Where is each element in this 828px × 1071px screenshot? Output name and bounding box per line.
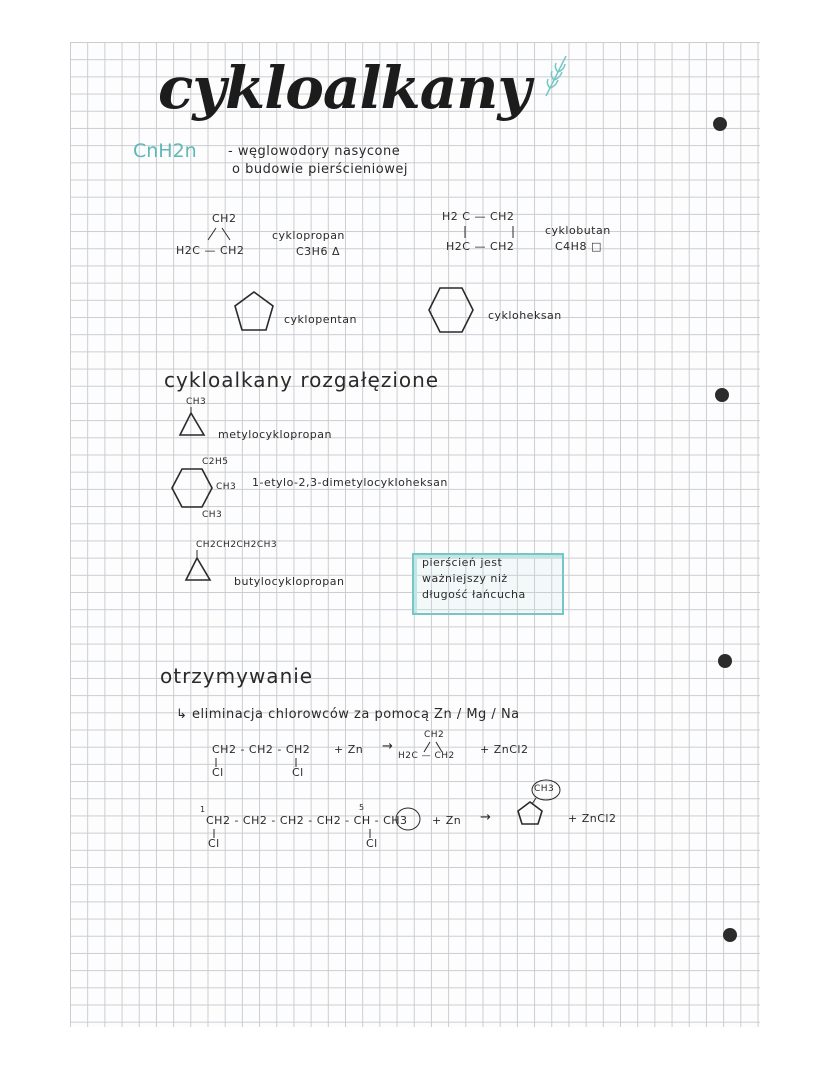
binder-hole bbox=[715, 388, 729, 402]
r2-locant-1: 1 bbox=[200, 805, 206, 814]
substituent-label: CH3 bbox=[202, 510, 223, 520]
cyclobutane-bottom: H2C — CH2 bbox=[446, 240, 515, 253]
substituent-label: CH3 bbox=[216, 482, 237, 492]
triangle-ring-icon bbox=[178, 407, 208, 439]
definition-line-2: o budowie pierścieniowej bbox=[232, 162, 408, 177]
substituent-label: CH3 bbox=[186, 397, 207, 407]
r2-product-sub: CH3 bbox=[534, 784, 555, 794]
r1-reagent: + Zn bbox=[334, 743, 364, 756]
cyclopropane-molecular: C3H6 Δ bbox=[296, 245, 340, 258]
r1-byproduct: + ZnCl2 bbox=[480, 743, 529, 756]
grid-paper bbox=[70, 42, 760, 1027]
r2-locant-5: 5 bbox=[359, 803, 365, 812]
r2-cl-left: Cl bbox=[208, 837, 220, 850]
branched-heading: cykloalkany rozgałęzione bbox=[164, 368, 440, 392]
leaf-doodle-icon bbox=[540, 52, 572, 100]
r1-product-top: CH2 bbox=[424, 730, 445, 740]
cyclopropane-bonds bbox=[202, 226, 242, 246]
cyclobutane-name: cyklobutan bbox=[545, 224, 611, 237]
r1-substrate: CH2 - CH2 - CH2 bbox=[212, 743, 311, 756]
cyclopentane-name: cyklopentan bbox=[284, 313, 357, 326]
r2-reagent: + Zn bbox=[432, 814, 462, 827]
r1-arrow: → bbox=[382, 739, 394, 754]
note-line-2: ważniejszy niż bbox=[422, 572, 508, 585]
r2-methyl-circle bbox=[394, 806, 424, 832]
binder-hole bbox=[718, 654, 732, 668]
cyclobutane-bonds bbox=[455, 224, 525, 240]
preparation-heading: otrzymywanie bbox=[160, 664, 314, 688]
r2-arrow: → bbox=[480, 810, 492, 825]
note-line-1: pierścień jest bbox=[422, 556, 503, 569]
cyclopropane-bottom: H2C — CH2 bbox=[176, 244, 245, 257]
cyclopropane-name: cyklopropan bbox=[272, 229, 345, 242]
ethyldimethylcyclohexane-name: 1-etylo-2,3-dimetylocykloheksan bbox=[252, 476, 448, 489]
triangle-ring-icon bbox=[184, 550, 214, 584]
definition-line-1: - węglowodory nasycone bbox=[228, 144, 401, 159]
note-box bbox=[412, 553, 564, 615]
pentagon-ring-icon bbox=[232, 290, 276, 334]
substituent-label: C2H5 bbox=[202, 457, 229, 467]
r1-cl-right: Cl bbox=[292, 766, 304, 779]
binder-hole bbox=[713, 117, 727, 131]
cyclohexane-name: cykloheksan bbox=[488, 309, 562, 322]
methylcyclopropane-name: metylocyklopropan bbox=[218, 428, 332, 441]
preparation-method: ↳ eliminacja chlorowców za pomocą Zn / Mg / Na bbox=[176, 707, 520, 722]
hexagon-ring-icon bbox=[426, 286, 476, 334]
substituent-label: CH2CH2CH2CH3 bbox=[196, 540, 278, 550]
r2-cl-right: Cl bbox=[366, 837, 378, 850]
cyclobutane-top: H2 C — CH2 bbox=[442, 210, 515, 223]
hexagon-ring-icon bbox=[170, 466, 216, 510]
page-title: cykloalkany bbox=[158, 54, 531, 122]
cyclopropane-top: CH2 bbox=[212, 212, 237, 225]
binder-hole bbox=[723, 928, 737, 942]
r2-cl-bonds bbox=[210, 828, 380, 840]
r2-byproduct: + ZnCl2 bbox=[568, 812, 617, 825]
general-formula: CnH2n bbox=[133, 140, 197, 162]
r1-cl-left: Cl bbox=[212, 766, 224, 779]
cyclobutane-molecular: C4H8 □ bbox=[555, 240, 602, 253]
note-line-3: długość łańcucha bbox=[422, 588, 526, 601]
r1-product-bottom: H2C — CH2 bbox=[398, 751, 455, 761]
r2-substrate: CH2 - CH2 - CH2 - CH2 - CH - CH3 bbox=[206, 814, 408, 827]
butylcyclopropane-name: butylocyklopropan bbox=[234, 575, 345, 588]
